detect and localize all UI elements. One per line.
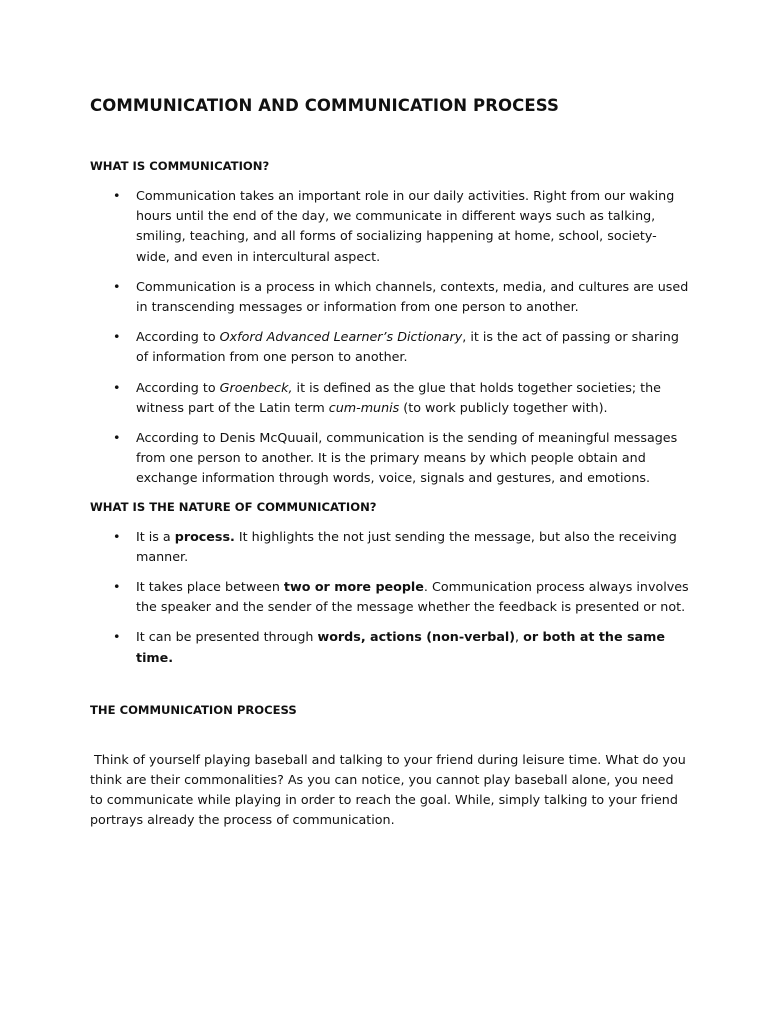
list-item-text: It is a bbox=[136, 528, 175, 544]
section-heading-what-is-communication: WHAT IS COMMUNICATION? bbox=[90, 159, 270, 173]
list-item-text: According to bbox=[136, 329, 220, 345]
list-item-text: It can be presented through bbox=[136, 629, 318, 645]
list-item bbox=[90, 527, 690, 567]
bullet-icon: • bbox=[113, 579, 121, 595]
list-item-text: It takes place between bbox=[136, 579, 284, 595]
list-item-text: it is defined as the glue that holds together societies; the witness part of the Latin term bbox=[136, 379, 661, 415]
list-item-text: . bbox=[168, 649, 174, 665]
bullet-icon: • bbox=[113, 528, 121, 544]
section-heading-nature-of-communication: WHAT IS THE NATURE OF COMMUNICATION? bbox=[90, 499, 377, 514]
list-item-text: According to bbox=[136, 379, 220, 395]
list-item-text: Communication takes an important role in our daily activities. Right from our waking hours until the end of the day, we communicate in different ways such as talking, smiling, teaching, and all forms of socializing happening at home, school, society-wide, and even in intercultural aspect. bbox=[136, 188, 675, 264]
list-item-text: It highlights the not just sending the message, but also the receiving manner. bbox=[136, 528, 677, 564]
list-item bbox=[90, 577, 690, 617]
emphasis-text: or both at the same time bbox=[136, 629, 665, 665]
dictionary-name: Oxford Advanced Learner’s Dictionary bbox=[219, 329, 463, 345]
list-item bbox=[90, 378, 690, 418]
emphasis-text: words, actions (non-verbal) bbox=[317, 629, 516, 645]
bullet-icon: • bbox=[113, 278, 121, 294]
bullet-list-nature bbox=[90, 527, 690, 668]
list-item bbox=[90, 327, 690, 367]
document-page bbox=[90, 94, 690, 831]
body-paragraph: Think of yourself playing baseball and talking to your friend during leisure time. What do you think are their commonalities? As you can notice, you cannot play baseball alone, you need to communicate while playing in order to reach the goal. While, simply talking to your friend portrays already the process of communication. bbox=[90, 751, 690, 828]
bullet-icon: • bbox=[113, 188, 121, 203]
latin-term: cum-munis bbox=[328, 399, 400, 415]
list-item bbox=[90, 186, 690, 267]
emphasis-text: two or more people bbox=[283, 579, 424, 595]
list-item bbox=[90, 627, 690, 667]
list-item-text: . Communication process always involves the speaker and the sender of the message whether the feedback is presented or not. bbox=[136, 579, 689, 615]
bullet-icon: • bbox=[113, 379, 121, 395]
bullet-icon: • bbox=[113, 430, 121, 446]
list-item bbox=[90, 428, 690, 489]
bullet-icon: • bbox=[113, 329, 121, 345]
document-title: COMMUNICATION AND COMMUNICATION PROCESS bbox=[90, 96, 559, 115]
emphasis-text: process. bbox=[174, 528, 235, 544]
list-item-text: Communication is a process in which channels, contexts, media, and cultures are used in transcending messages or information from one person to another. bbox=[136, 278, 689, 315]
author-name: Groenbeck, bbox=[219, 379, 293, 395]
list-item-text: , bbox=[515, 629, 524, 645]
list-item-text: According to Denis McQuuail, communication is the sending of meaningful messages from one person to another. It is the primary means by which people obtain and exchange information through words, voice, signals and gestures, and emotions. bbox=[136, 430, 678, 486]
list-item-text: , it is the act of passing or sharing of information from one person to another. bbox=[136, 329, 679, 365]
section-heading-communication-process: THE COMMUNICATION PROCESS bbox=[90, 702, 297, 717]
list-item-text: (to work publicly together with). bbox=[399, 399, 608, 415]
bullet-icon: • bbox=[113, 629, 121, 645]
list-item bbox=[90, 277, 690, 317]
bullet-list-definitions bbox=[90, 186, 690, 489]
